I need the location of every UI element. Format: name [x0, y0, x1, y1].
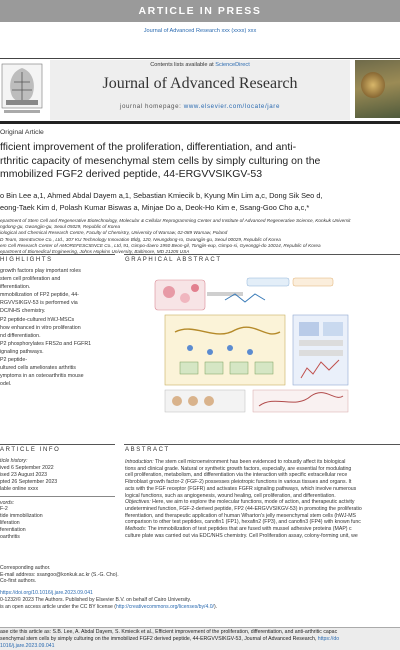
title-line: rthritic capacity of mesenchymal stem cells by simply culturing on the — [0, 154, 321, 167]
graphical-abstract-rule — [124, 254, 400, 255]
highlight-item: P2 peptide-cultured hWJ-MSCs — [0, 316, 75, 323]
highlight-item: DC/NHS chemistry. — [0, 308, 46, 315]
graphical-abstract-figure — [135, 270, 355, 420]
highlight-item: nd differentiation. — [0, 332, 41, 339]
citation-line: ase cite this article as: S.B. Lee, A. Abdal Dayem, S. Kmiecik et al., Efficient improvement of the proliferation, differentiation, and anti-arthritic capac — [0, 629, 338, 635]
abstract-line — [125, 526, 400, 533]
cofirst-note: Co-first authors. — [0, 578, 37, 585]
abstract-line-label: Introduction: — [125, 459, 154, 465]
abstract-heading: ABSTRACT — [125, 447, 170, 453]
abstract-line — [125, 459, 400, 466]
journal-header-banner — [50, 60, 350, 120]
abstract-line — [125, 519, 400, 526]
abstract-line-text: The immobilization of test peptides that are fused with mussel adhesive proteins (MAP) c — [146, 526, 352, 533]
abstract-line-text: logical functions, such as angiogenesis, wound healing, cell proliferation, and differentiation. — [125, 492, 336, 499]
highlights-rule — [0, 254, 115, 255]
abstract-line-text: The stem cell microenvironment has been evidenced to robustly affect its biological — [153, 459, 346, 465]
keyword-item: tide immobilization — [0, 513, 43, 520]
abstract-line-text: tions and clinical grade. Natural or synthetic growth factors, especially, are essential for modulating — [125, 465, 352, 472]
abstract-line-label: Methods: — [125, 526, 147, 533]
email-note[interactable]: E-mail address: ssangoo@konkuk.ac.kr (S.-G. Cho). — [0, 571, 119, 578]
abstract-line — [125, 493, 400, 500]
license-line — [0, 604, 400, 611]
keywords-label: vords: — [0, 499, 15, 506]
article-type-label: Original Article — [0, 129, 44, 136]
highlight-item: ultured cells ameliorates arthritis — [0, 365, 76, 372]
license-link[interactable]: http://creativecommons.org/licenses/by/4.0/ — [116, 603, 214, 610]
abstract-line — [125, 499, 400, 506]
highlight-item: growth factors play important roles — [0, 268, 81, 274]
highlights-heading: HIGHLIGHTS — [0, 257, 53, 263]
title-line: mmobilized FGF2 derived peptide, 44-ERGVVSIKGV-53 — [0, 168, 263, 180]
highlight-item: stem cell proliferation and — [0, 276, 61, 283]
contents-prefix: Contents lists available at — [150, 62, 214, 68]
keyword-item: ferentiation — [0, 527, 26, 534]
highlight-item: RGVVSIKGV-53 is performed via — [0, 300, 78, 307]
affiliation-line: epartment of Biomedical Engineering, Johns Hopkins University, Baltimore, MD 21205 USA — [0, 249, 190, 255]
homepage-link[interactable]: www.elsevier.com/locate/jare — [183, 103, 281, 110]
corresponding-author-note: Corresponding author. — [0, 565, 51, 571]
author-list — [0, 190, 400, 213]
abstract-line-text: undetermined function, FGF-2-derived peptide, FP2 (44-ERGVVSIKGV-53) in promoting the proliferatio — [125, 505, 362, 512]
author-line[interactable]: o Bin Lee a,1, Ahmed Abdal Dayem a,1, Sebastian Kmiecik b, Kyung Min Lim a,c, Dong Sik Seo d, — [0, 191, 323, 200]
highlight-item: how enhanced in vitro proliferation — [0, 324, 81, 331]
journal-title: Journal of Advanced Research — [102, 75, 298, 92]
abstract-line — [125, 506, 400, 513]
abstract-rule — [124, 444, 400, 445]
history-item: ised 23 August 2023 — [0, 471, 48, 478]
highlights-list — [0, 268, 115, 389]
keyword-item: oarthritis — [0, 534, 20, 541]
affiliation-line: em Cell Research Center of AMOREFESCIENCE Co., Ltd, 91, Gimpo-daero 1950 Beon-gil, Tongjin-eup, Gimpo-si, Gyeonggi-do 10014, Republic of Korea — [0, 242, 321, 248]
article-info-divider — [0, 496, 115, 497]
publisher-logo — [0, 60, 44, 118]
highlight-item: P2 phosphorylates FRS2α and FGFR1 — [0, 340, 92, 347]
abstract-line — [125, 479, 400, 486]
abstract-line-text: comparison to other test peptides, canofin1 (FP1), hexafin2 (FP3), and canofin3 (FP4) with known func — [125, 519, 361, 526]
article-info-rule — [0, 444, 115, 445]
abstract-line-text: culture plate was carried out via EDC/NHS chemistry. Cell Proliferation assay, colony-forming unit, we — [125, 532, 358, 539]
header-bottom-rule — [0, 121, 400, 124]
rights-line: 0-1232/© 2023 The Authors. Published by Elsevier B.V. on behalf of Cairo University. — [0, 596, 192, 603]
homepage-prefix: journal homepage: — [119, 103, 182, 110]
article-info-heading: ARTICLE INFO — [0, 447, 61, 453]
abstract-line-label: Objectives: — [125, 499, 151, 506]
affiliation-line: epartment of Stem Cell and Regenerative Biotechnology, Molecular & Cellular Reprogramming Center and Institute of Advanced Regenerative Science, Konkuk Universit — [0, 218, 351, 223]
citation-box — [0, 627, 400, 650]
history-item: pted 26 September 2023 — [0, 478, 58, 485]
highlight-item: ignaling pathways. — [0, 348, 44, 355]
abstract-line — [125, 466, 400, 473]
title-line: fficient improvement of the proliferation, differentiation, and anti- — [0, 141, 297, 153]
affiliation-line: ngdong-gu, Gwangjin-gu, Seoul 05029, Republic of Korea — [0, 224, 121, 230]
affiliation-line: D Team, StemExOne Co., Ltd., 307 KU Technology Innovation Bldg, 120, Neungdong-ro, Gwangjin-gu, Seoul 00029, Republic of Korea — [0, 236, 281, 242]
abstract-line-text: Fibroblast growth factor-2 (FGF-2) possesses pleiotropic functions in various tissues and organs. It — [125, 479, 352, 486]
highlight-item: P2 peptide- — [0, 357, 28, 364]
graphical-abstract-heading: GRAPHICAL ABSTRACT — [125, 257, 222, 263]
license-prefix: is an open access article under the CC BY license ( — [0, 603, 116, 610]
license-suffix: ). — [213, 603, 218, 610]
contents-line — [50, 62, 350, 68]
abstract-line-text: cell proliferation, metabolism, and differentiation via the interaction with specific extracellular rece — [125, 472, 348, 479]
history-label: ticle history: — [0, 458, 28, 464]
abstract-line — [125, 533, 400, 540]
article-in-press-banner: ARTICLE IN PRESS — [0, 0, 400, 22]
abstract-line-text: fferentiation, and therapeutic application of human Wharton's jelly mesenchymal stem cells (hWJ-MS — [125, 512, 356, 519]
citation-doi-link-continued[interactable]: 1016/j.jare.2023.09.041 — [0, 642, 55, 649]
abstract-line — [125, 513, 400, 520]
abstract-line-text: Here, we aim to explore the molecular functions, mode of action, and therapeutic activity — [150, 499, 355, 506]
author-line[interactable]: eong-Taek Kim d, Polash Kumar Biswas a, Minjae Do a, Deok-Ho Kim e, Ssang-Goo Cho a,c,* — [0, 202, 310, 212]
affiliation-line: iological and Chemical Research Centre, Faculty of Chemistry, University of Warsaw, 02-089 Warsaw, Poland — [0, 230, 228, 236]
article-info-block — [0, 458, 120, 541]
affiliations — [0, 218, 400, 255]
journal-cover-image — [355, 60, 400, 118]
history-item: ived 6 September 2022 — [0, 464, 54, 471]
abstract-line-text: acts with the FGF receptor (FGFR) and activates FGFR signaling pathways, which involve numerous — [125, 485, 357, 492]
citation-text: senchymal stem cells by simply culturing on the immobilized FGF2 derived peptide, 44-ERGVVSIKGV-53, Journal of Advanced Research, — [0, 635, 318, 642]
citation-doi-link[interactable]: https://do — [317, 635, 340, 642]
history-item: lable online xxxx — [0, 485, 39, 492]
citation-line — [0, 636, 400, 643]
highlight-item: ymptoms in an osteoarthritis mouse — [0, 373, 84, 380]
header-top-rule — [0, 58, 400, 59]
highlight-item: mmobilization of FP2 peptide, 44- — [0, 292, 79, 299]
highlight-item: ifferentiation. — [0, 284, 31, 291]
abstract-body — [125, 459, 400, 539]
journal-homepage-line — [50, 103, 350, 110]
footnotes — [0, 565, 400, 610]
keyword-item: F-2 — [0, 506, 8, 513]
doi-link[interactable]: https://doi.org/10.1016/j.jare.2023.09.041 — [0, 590, 93, 597]
abstract-line — [125, 472, 400, 479]
highlight-item: odel. — [0, 381, 12, 388]
keyword-item: liferation — [0, 520, 20, 527]
article-title — [0, 141, 400, 182]
journal-reference-link[interactable]: Journal of Advanced Research xxx (xxxx) xxx — [143, 28, 257, 34]
abstract-line — [125, 486, 400, 493]
sciencedirect-link[interactable]: ScienceDirect — [215, 62, 250, 68]
